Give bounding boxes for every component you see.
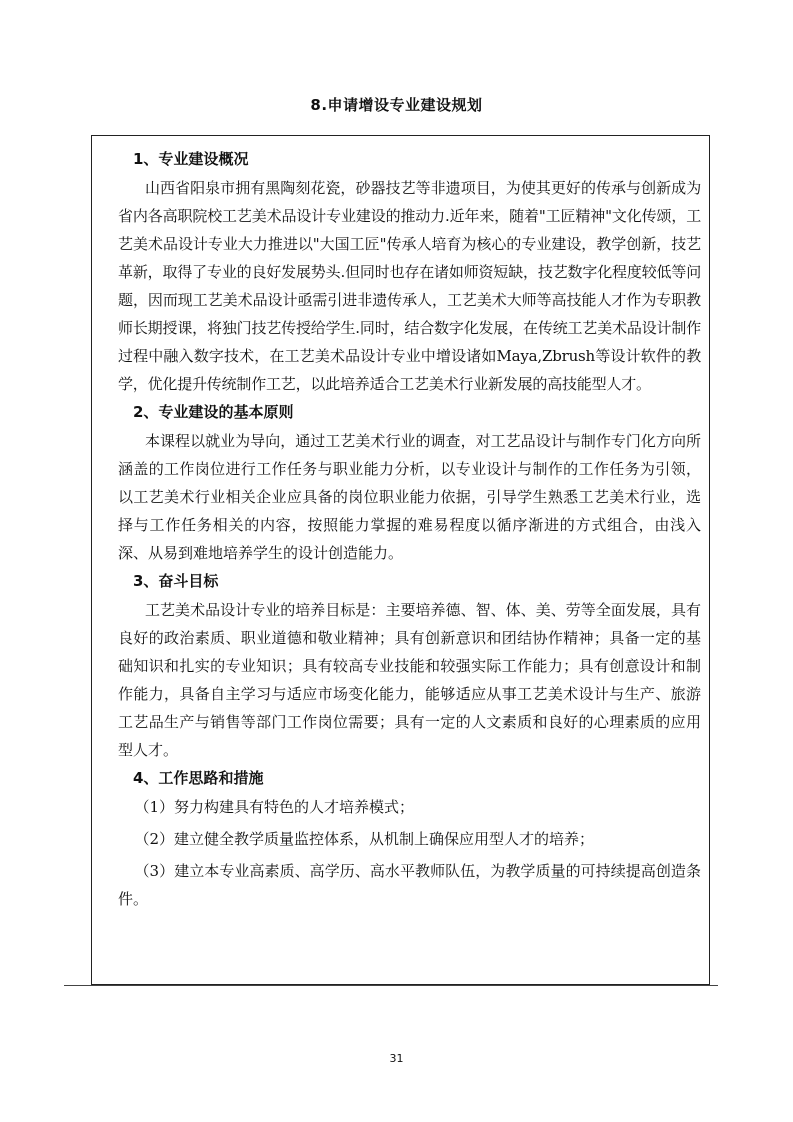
page-number: 31 bbox=[389, 1052, 404, 1065]
content-body bbox=[118, 145, 701, 917]
document-title: 8.申请增设专业建设规划 bbox=[310, 96, 483, 114]
section-heading-measures: 4、工作思路和措施 bbox=[133, 769, 264, 787]
section-heading-overview: 1、专业建设概况 bbox=[133, 150, 249, 168]
section-paragraph-principles: 本课程以就业为导向，通过工艺美术行业的调查，对工艺品设计与制作专门化方向所涵盖的工作岗位进行工作任务与职业能力分析，以专业设计与制作的工作任务为引领，以工艺美术行业相关企业应具备的岗位职业能力依据，引导学生熟悉工艺美术行业，选择与工作任务相关的内容，按照能力掌握的难易程度以循序渐进的方式组合，由浅入深、从易到难地培养学生的设计创造能力。 bbox=[118, 432, 701, 562]
section-heading-goals: 3、奋斗目标 bbox=[133, 572, 219, 590]
section-heading-principles: 2、专业建设的基本原则 bbox=[133, 403, 294, 421]
measure-item-1: （1）努力构建具有特色的人才培养模式； bbox=[134, 798, 415, 816]
measure-item-3: （3）建立本专业高素质、高学历、高水平教师队伍，为教学质量的可持续提高创造条件。 bbox=[118, 862, 701, 908]
measure-item-2: （2）建立健全教学质量监控体系，从机制上确保应用型人才的培养； bbox=[134, 830, 595, 848]
section-paragraph-overview: 山西省阳泉市拥有黑陶刻花瓷，砂器技艺等非遗项目，为使其更好的传承与创新成为省内各高职院校工艺美术品设计专业建设的推动力.近年来，随着"工匠精神"文化传颂，工艺美术品设计专业大力推进以"大国工匠"传承人培育为核心的专业建设，教学创新，技艺革新，取得了专业的良好发展势头.但同时也存在诸如师资短缺，技艺数字化程度较低等问题，因而现工艺美术品设计亟需引进非遗传承人，工艺美术大师等高技能人才作为专职教师长期授课，将独门技艺传授给学生.同时，结合数字化发展，在传统工艺美术品设计制作过程中融入数字技术，在工艺美术品设计专业中增设诸如Maya,Zbrush等设计软件的教学，优化提升传统制作工艺，以此培养适合工艺美术行业新发展的高技能型人才。 bbox=[118, 179, 701, 393]
section-paragraph-goals: 工艺美术品设计专业的培养目标是：主要培养德、智、体、美、劳等全面发展，具有良好的政治素质、职业道德和敬业精神；具有创新意识和团结协作精神；具备一定的基础知识和扎实的专业知识；具有较高专业技能和较强实际工作能力；具有创意设计和制作能力，具备自主学习与适应市场变化能力，能够适应从事工艺美术设计与生产、旅游工艺品生产与销售等部门工作岗位需要；具有一定的人文素质和良好的心理素质的应用型人才。 bbox=[118, 601, 701, 759]
bottom-rule bbox=[64, 985, 718, 986]
